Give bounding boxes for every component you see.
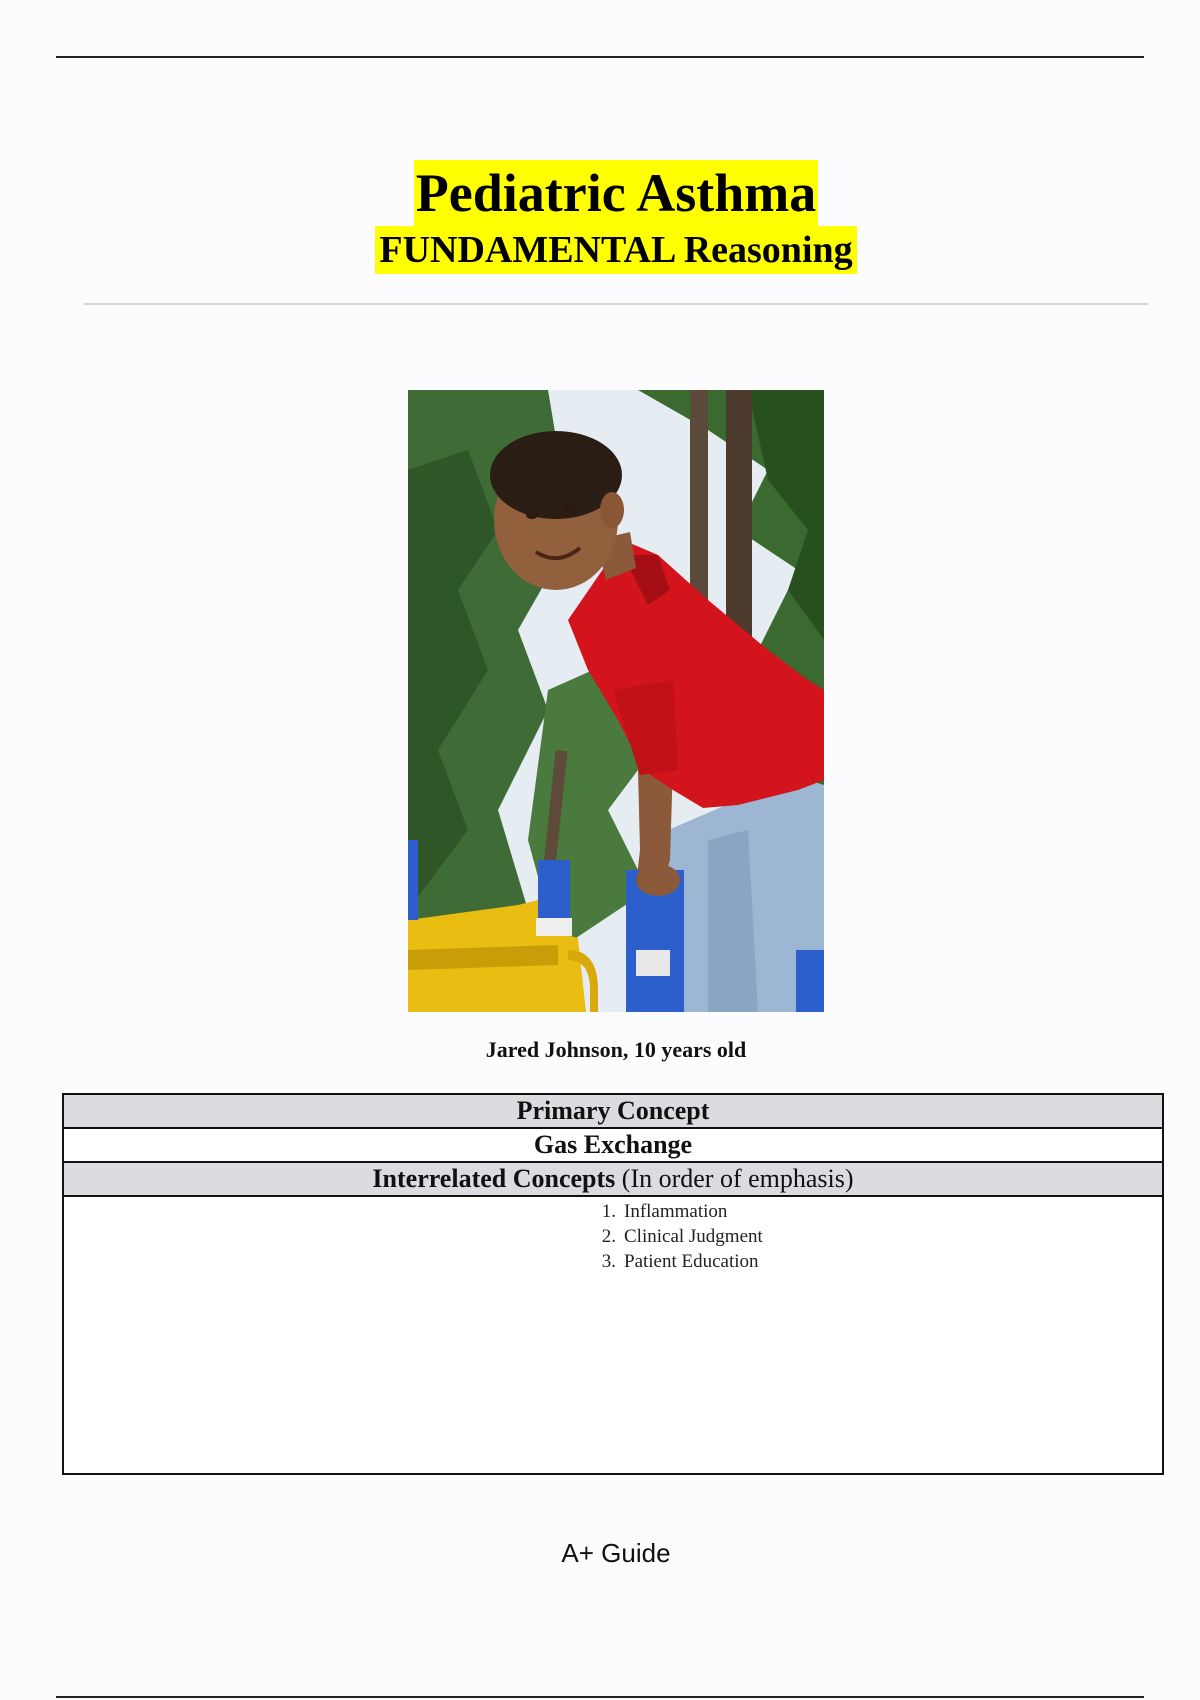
list-item-label: Inflammation [624,1201,728,1222]
top-rule [56,56,1144,58]
list-item-number: 1. [601,1201,616,1222]
list-item-label: Clinical Judgment [624,1226,763,1247]
boy-on-playground-photo [408,390,824,1012]
photo-caption: Jared Johnson, 10 years old [485,1037,747,1062]
title-block [0,160,1200,274]
title-divider [84,303,1148,305]
primary-concept-header: Primary Concept [64,1095,1162,1129]
interrelated-concepts-list [588,1199,828,1274]
bottom-rule [56,1696,1144,1698]
list-item-number: 2. [601,1226,616,1247]
list-item-label: Patient Education [624,1251,759,1272]
concepts-table [62,1093,1164,1475]
document-title: Pediatric Asthma [414,160,818,226]
interrelated-concepts-cell [64,1197,1162,1473]
interrelated-concepts-title: Interrelated Concepts [372,1164,616,1193]
interrelated-concepts-header [64,1163,1162,1197]
list-item [588,1249,828,1274]
interrelated-concepts-note: (In order of emphasis) [621,1164,854,1193]
document-subtitle: FUNDAMENTAL Reasoning [375,226,856,274]
primary-concept-value: Gas Exchange [64,1129,1162,1163]
footer-text: A+ Guide [561,1538,671,1568]
list-item-number: 3. [601,1251,616,1272]
list-item [588,1224,828,1249]
list-item [588,1199,828,1224]
